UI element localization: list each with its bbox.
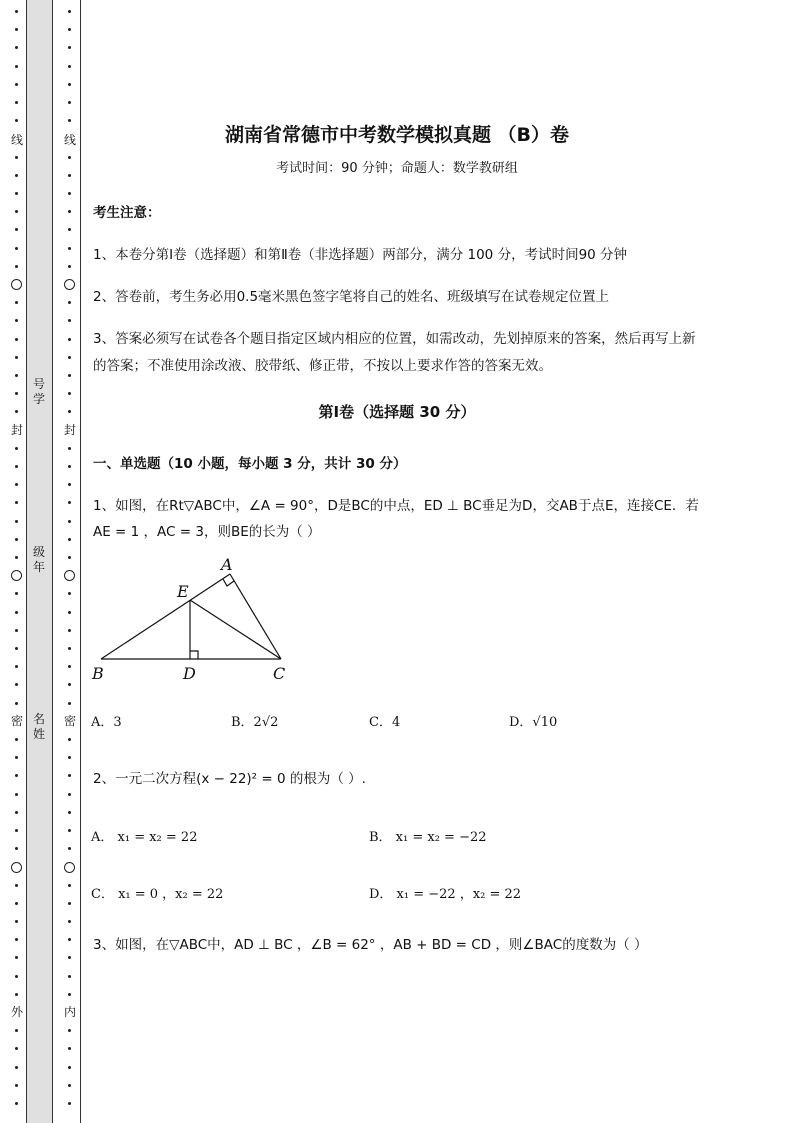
page-title: 湖南省常德市中考数学模拟真题 （B）卷 xyxy=(224,124,570,146)
figure-label-b: B xyxy=(92,664,104,683)
seal-dot xyxy=(68,210,71,213)
seal-dot xyxy=(15,338,18,341)
seal-dot xyxy=(68,83,71,86)
seal-dot xyxy=(15,774,18,777)
seal-dot xyxy=(68,829,71,832)
seal-dot xyxy=(68,374,71,377)
seal-dot xyxy=(15,46,18,49)
seal-dot xyxy=(68,447,71,450)
seal-dot xyxy=(68,228,71,231)
seal-dot xyxy=(15,83,18,86)
seal-dot xyxy=(68,356,71,359)
exam-subtitle: 考试时间：90 分钟；命题人：数学教研组 xyxy=(276,161,518,176)
seal-dot xyxy=(15,192,18,195)
seal-dot xyxy=(15,847,18,850)
question-2-option-a[interactable]: A． x₁ = x₂ = 22 xyxy=(91,830,198,845)
question-1-figure xyxy=(90,555,295,685)
seal-dot xyxy=(15,501,18,504)
seal-dot xyxy=(68,665,71,668)
question-1-option-c[interactable]: C．4 xyxy=(369,715,401,730)
seal-dot xyxy=(68,501,71,504)
inner-circle-mark xyxy=(64,279,75,290)
seal-dot xyxy=(68,46,71,49)
seal-dot xyxy=(15,101,18,104)
seal-dot xyxy=(68,101,71,104)
notice-item-3-line-2: 的答案；不准使用涂改液、胶带纸、修正带，不按以上要求作答的答案无效。 xyxy=(93,358,552,374)
seal-dot xyxy=(15,1102,18,1105)
seal-dot xyxy=(15,28,18,31)
seal-dot xyxy=(68,793,71,796)
segment-ba xyxy=(101,574,230,659)
notice-item-3-line-1: 3、答案必须写在试卷各个题目指定区域内相应的位置，如需改动，先划掉原来的答案，然后再写上新 xyxy=(93,331,696,347)
seal-dot xyxy=(68,902,71,905)
seal-dot xyxy=(15,665,18,668)
seal-dot xyxy=(68,611,71,614)
seal-dot xyxy=(15,1084,18,1087)
seal-dot xyxy=(68,556,71,559)
outer-mark-wai: 外 xyxy=(10,1005,23,1019)
seal-dot xyxy=(68,301,71,304)
outer-mark-feng: 封 xyxy=(10,423,23,437)
seal-dot xyxy=(15,210,18,213)
seal-dot xyxy=(15,902,18,905)
outer-circle-mark xyxy=(11,570,22,581)
seal-dot xyxy=(68,975,71,978)
question-1-text-line-1: 1、如图，在Rt▽ABC中，∠A = 90°，D是BC的中点，ED ⊥ BC垂足为D，交AB于点E，连接CE．若 xyxy=(93,498,699,514)
seal-dot xyxy=(68,738,71,741)
seal-dot xyxy=(68,192,71,195)
seal-dot xyxy=(68,592,71,595)
seal-dot xyxy=(68,756,71,759)
seal-dot xyxy=(68,847,71,850)
inner-mark-xian: 线 xyxy=(63,133,76,147)
grade-field-label xyxy=(26,545,52,575)
seal-dot xyxy=(15,356,18,359)
seal-dot xyxy=(68,28,71,31)
notice-heading: 考生注意： xyxy=(93,205,161,221)
seal-dot xyxy=(15,647,18,650)
question-1-option-b[interactable]: B．2√2 xyxy=(231,715,279,730)
question-1-option-d[interactable]: D．√10 xyxy=(509,715,558,730)
seal-dot xyxy=(15,265,18,268)
seal-dot xyxy=(15,465,18,468)
inner-mark-feng: 封 xyxy=(63,423,76,437)
seal-dot xyxy=(68,319,71,322)
seal-dot xyxy=(15,65,18,68)
seal-dot xyxy=(68,392,71,395)
seal-dot xyxy=(68,1029,71,1032)
right-angle-mark-a xyxy=(223,579,234,586)
seal-dot xyxy=(15,938,18,941)
seal-dot xyxy=(68,920,71,923)
seal-dot xyxy=(68,774,71,777)
question-1-text-line-2: AE = 1 ，AC = 3，则BE的长为（ ） xyxy=(93,524,321,540)
seal-dot xyxy=(15,520,18,523)
question-1-option-a[interactable]: A．3 xyxy=(91,715,122,730)
seal-dot xyxy=(15,884,18,887)
seal-dot xyxy=(68,956,71,959)
seal-dot xyxy=(68,65,71,68)
right-angle-mark-d xyxy=(190,651,198,659)
seal-dot xyxy=(15,793,18,796)
seal-dot xyxy=(68,993,71,996)
seal-dot xyxy=(68,520,71,523)
seal-dot xyxy=(68,1066,71,1069)
seal-dot xyxy=(15,592,18,595)
seal-dot xyxy=(15,920,18,923)
seal-dot xyxy=(15,538,18,541)
question-3-text: 3、如图，在▽ABC中，AD ⊥ BC ，∠B = 62° ，AB + BD = CD ，则∠BAC的度数为（ ） xyxy=(93,937,648,953)
seal-dot xyxy=(68,538,71,541)
seal-dot xyxy=(15,10,18,13)
seal-dot xyxy=(68,338,71,341)
seal-dot xyxy=(15,247,18,250)
question-2-option-b[interactable]: B． x₁ = x₂ = −22 xyxy=(369,830,487,845)
inner-mark-mi: 密 xyxy=(63,714,76,728)
seal-dot xyxy=(68,1047,71,1050)
seal-dot xyxy=(68,10,71,13)
seal-dot xyxy=(15,993,18,996)
outer-circle-mark xyxy=(11,279,22,290)
seal-dot xyxy=(15,829,18,832)
seal-dot xyxy=(68,884,71,887)
seal-dot xyxy=(15,1047,18,1050)
seal-dot xyxy=(15,683,18,686)
seal-dot xyxy=(68,683,71,686)
seal-dot xyxy=(15,319,18,322)
figure-label-e: E xyxy=(177,582,189,601)
outer-circle-mark xyxy=(11,862,22,873)
notice-item-1: 1、本卷分第Ⅰ卷（选择题）和第Ⅱ卷（非选择题）两部分，满分 100 分，考试时间90 分钟 xyxy=(93,247,628,263)
figure-label-d: D xyxy=(183,664,196,683)
seal-dot xyxy=(68,647,71,650)
seal-dot xyxy=(15,556,18,559)
seal-dot xyxy=(68,938,71,941)
name-field-label xyxy=(26,712,52,742)
seal-dot xyxy=(15,811,18,814)
seal-dot xyxy=(68,702,71,705)
seal-dot xyxy=(15,447,18,450)
segment-ec xyxy=(190,600,281,659)
section-title: 第Ⅰ卷（选择题 30 分） xyxy=(318,403,476,421)
seal-dot xyxy=(68,1084,71,1087)
seal-dot xyxy=(15,756,18,759)
seal-dot xyxy=(15,392,18,395)
seal-dot xyxy=(15,629,18,632)
seal-dot xyxy=(15,1066,18,1069)
inner-circle-mark xyxy=(64,862,75,873)
outer-mark-mi: 密 xyxy=(10,714,23,728)
outer-mark-xian: 线 xyxy=(10,133,23,147)
seal-dot xyxy=(15,738,18,741)
segment-ac xyxy=(230,574,281,659)
student-field-text: 级 年 xyxy=(32,545,45,574)
seal-dot xyxy=(68,465,71,468)
seal-dot xyxy=(15,228,18,231)
question-2-text: 2、一元二次方程(x − 22)² = 0 的根为（ ）. xyxy=(93,771,366,787)
figure-label-a: A xyxy=(221,555,233,574)
figure-label-c: C xyxy=(273,664,286,683)
student-field-text: 号 学 xyxy=(32,377,45,406)
part-heading: 一、单选题（10 小题，每小题 3 分，共计 30 分） xyxy=(93,456,407,472)
inner-circle-mark xyxy=(64,570,75,581)
student-field-text: 名 姓 xyxy=(32,712,45,741)
question-2-option-d[interactable]: D． x₁ = −22 ，x₂ = 22 xyxy=(369,887,522,902)
question-2-option-c[interactable]: C． x₁ = 0 ，x₂ = 22 xyxy=(91,887,224,902)
seal-dot xyxy=(68,483,71,486)
seal-dot xyxy=(15,956,18,959)
seal-dot xyxy=(68,811,71,814)
inner-mark-nei: 内 xyxy=(63,1005,76,1019)
notice-item-2: 2、答卷前，考生务必用0.5毫米黑色签字笔将自己的姓名、班级填写在试卷规定位置上 xyxy=(93,289,610,305)
seal-dot xyxy=(15,483,18,486)
seal-dot xyxy=(15,301,18,304)
seal-dot xyxy=(15,611,18,614)
seal-dot xyxy=(15,1029,18,1032)
seal-dot xyxy=(68,1102,71,1105)
seal-dot xyxy=(68,247,71,250)
seal-dot xyxy=(68,265,71,268)
seal-dot xyxy=(15,374,18,377)
seal-dot xyxy=(68,629,71,632)
seal-dot xyxy=(15,702,18,705)
seal-dot xyxy=(15,975,18,978)
